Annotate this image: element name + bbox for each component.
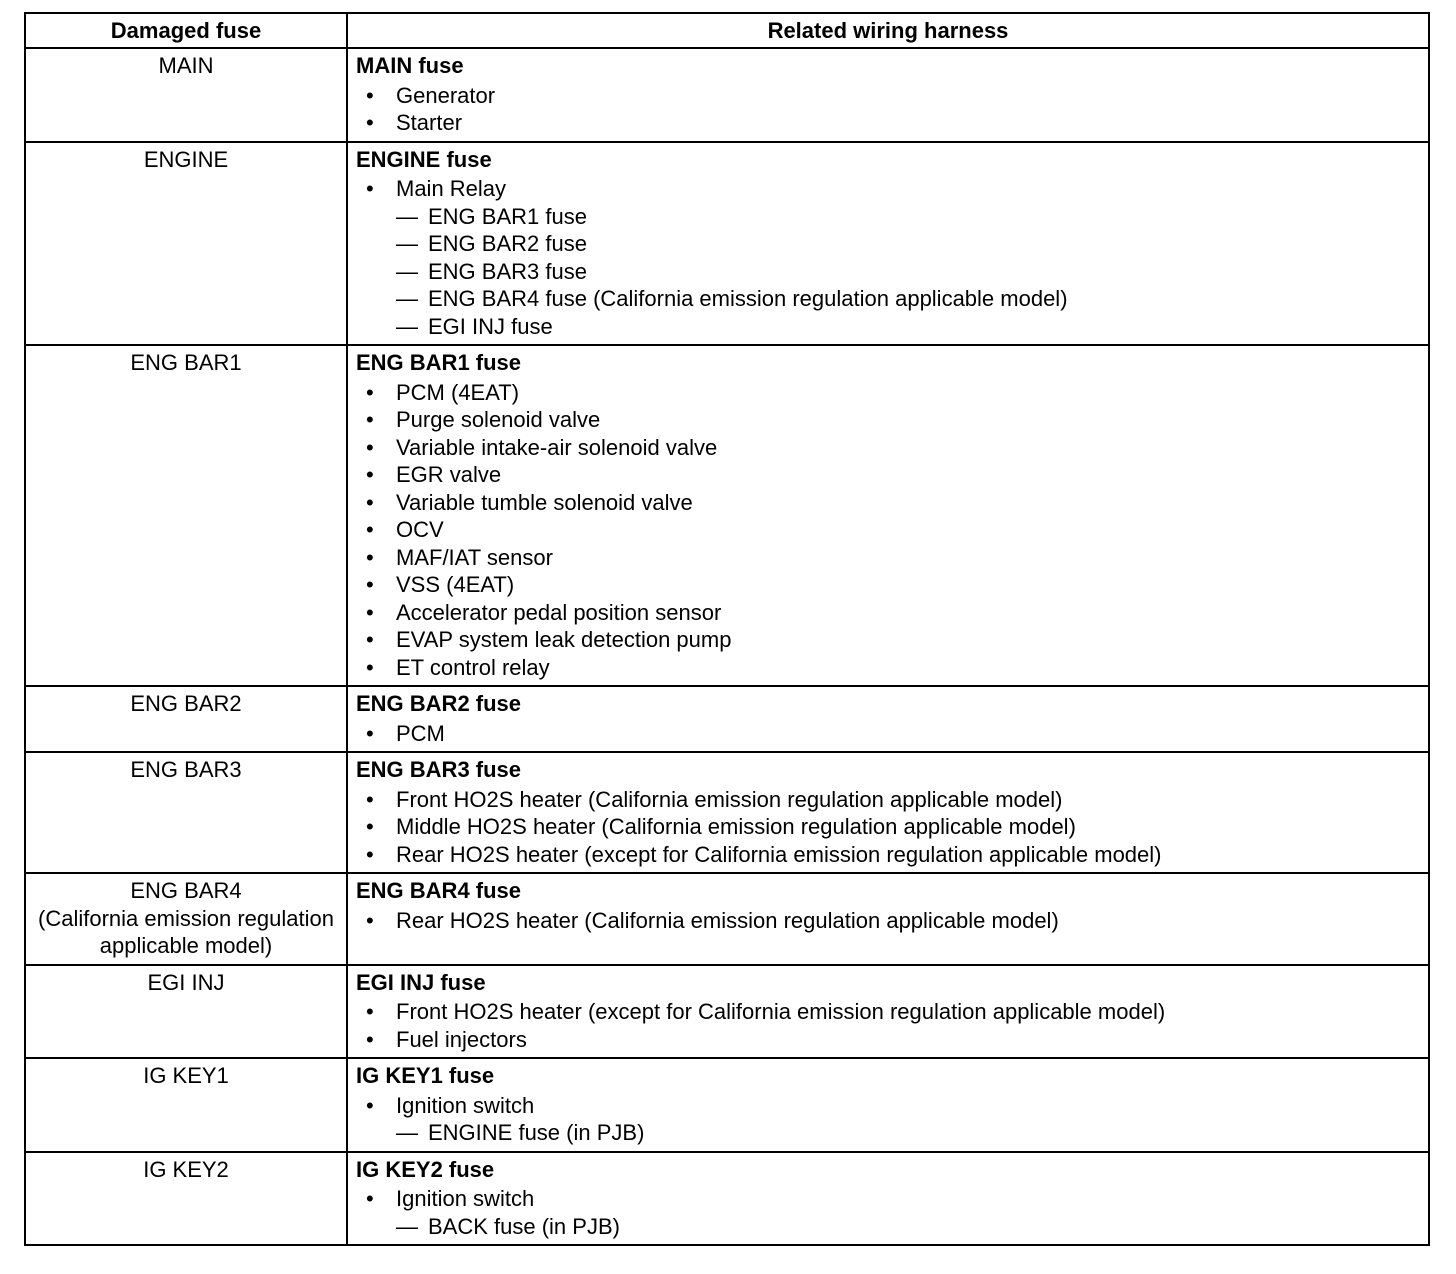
list-item [356,654,1420,682]
related-harness-cell [347,1152,1429,1246]
related-harness-cell [347,142,1429,346]
list-item-text: Ignition switch [396,1186,535,1211]
dash-icon: — [396,286,418,311]
harness-list [356,998,1420,1053]
harness-fuse-title: MAIN fuse [356,53,464,78]
harness-fuse-title: ENGINE fuse [356,146,492,172]
list-item-text: EGR valve [396,462,502,487]
dash-icon: — [396,1213,418,1239]
harness-list [356,82,1420,137]
bullet-icon: • [366,999,374,1024]
damaged-fuse-cell [25,1058,347,1152]
list-item [356,626,1420,654]
related-harness-cell [347,965,1429,1059]
sub-list-item-text: ENGINE fuse (in PJB) [428,1120,645,1145]
sub-list-item-text: ENG BAR2 fuse [428,231,587,256]
bullet-icon: • [366,407,374,432]
bullet-icon: • [366,489,374,515]
sub-list-item-text: BACK fuse (in PJB) [428,1213,620,1239]
table-body [25,48,1429,1245]
list-item-text: OCV [396,517,444,542]
list-item [356,82,1420,110]
table-row [25,48,1429,142]
list-item-text: PCM (4EAT) [396,379,520,405]
list-item-text: MAF/IAT sensor [396,544,553,570]
list-item [356,1026,1420,1054]
related-harness-cell [347,873,1429,965]
list-item-text: Main Relay [396,176,507,201]
list-item [356,461,1420,489]
list-item [356,720,1420,748]
header-damaged-fuse: Damaged fuse [25,13,347,48]
list-item [356,841,1420,869]
damaged-fuse-name: ENG BAR1 [130,350,242,375]
fuse-harness-table [24,12,1430,1246]
bullet-icon: • [366,462,374,487]
harness-list [356,907,1420,935]
list-item [356,571,1420,599]
harness-fuse-title: ENG BAR4 fuse [356,878,522,903]
related-harness-cell [347,686,1429,752]
bullet-icon: • [366,82,374,108]
list-item [356,599,1420,627]
damaged-fuse-name: EGI INJ [147,969,225,995]
list-item [356,544,1420,572]
list-item-text: Fuel injectors [396,1026,527,1052]
list-item [356,907,1420,935]
list-item [356,434,1420,462]
header-row [25,13,1429,48]
header-related-wiring-harness: Related wiring harness [347,13,1429,48]
damaged-fuse-name: IG KEY2 [143,1156,229,1182]
damaged-fuse-cell [25,1152,347,1246]
sub-list-item [396,285,1420,313]
sub-list-item-text: ENG BAR3 fuse [428,258,587,284]
dash-icon: — [396,231,418,256]
harness-list [356,379,1420,682]
bullet-icon: • [366,1026,374,1052]
dash-icon: — [396,258,418,284]
dash-icon: — [396,203,418,229]
sub-list [396,1213,1420,1241]
harness-fuse-title: ENG BAR1 fuse [356,350,522,375]
list-item-text: Rear HO2S heater (California emission regulation applicable model) [396,907,1059,933]
damaged-fuse-name: MAIN [158,53,214,78]
bullet-icon: • [366,176,374,201]
sub-list-item [396,258,1420,286]
related-harness-cell [347,1058,1429,1152]
list-item-text: Rear HO2S heater (except for California emission regulation applicable model) [396,841,1162,867]
damaged-fuse-cell [25,48,347,142]
list-item [356,813,1420,841]
table-row [25,1058,1429,1152]
harness-list [356,720,1420,748]
harness-list [356,1185,1420,1240]
harness-list [356,1092,1420,1147]
sub-list-item-text: ENG BAR4 fuse (California emission regulation applicable model) [428,286,1068,311]
list-item-text: Generator [396,82,496,108]
damaged-fuse-cell [25,345,347,686]
harness-list [356,786,1420,869]
list-item-text: Purge solenoid valve [396,407,601,432]
list-item-text: Front HO2S heater (California emission regulation applicable model) [396,786,1063,812]
list-item-text: PCM [396,720,445,746]
related-harness-cell [347,752,1429,873]
harness-fuse-title: EGI INJ fuse [356,969,486,995]
list-item [356,998,1420,1026]
table-row [25,1152,1429,1246]
table-row [25,142,1429,346]
bullet-icon: • [366,1186,374,1211]
bullet-icon: • [366,841,374,867]
bullet-icon: • [366,907,374,933]
list-item [356,406,1420,434]
list-item-text: EVAP system leak detection pump [396,627,732,652]
list-item-text: VSS (4EAT) [396,572,515,597]
bullet-icon: • [366,572,374,597]
list-item [356,379,1420,407]
dash-icon: — [396,1120,418,1145]
bullet-icon: • [366,814,374,839]
harness-fuse-title: IG KEY2 fuse [356,1156,495,1182]
sub-list-item-text: ENG BAR1 fuse [428,203,587,229]
damaged-fuse-name: ENGINE [143,146,229,172]
damaged-fuse-cell [25,873,347,965]
bullet-icon: • [366,786,374,812]
list-item [356,516,1420,544]
table-row [25,965,1429,1059]
bullet-icon: • [366,379,374,405]
list-item-text: Accelerator pedal position sensor [396,599,722,625]
damaged-fuse-name: ENG BAR2 [130,691,242,716]
bullet-icon: • [366,654,374,680]
table-row [25,686,1429,752]
bullet-icon: • [366,627,374,652]
sub-list [396,203,1420,341]
list-item-text: Starter [396,110,463,135]
list-item [356,109,1420,137]
damaged-fuse-name: ENG BAR4 (California emission regulation applicable model) [38,878,334,958]
bullet-icon: • [366,434,374,460]
damaged-fuse-name: ENG BAR3 [130,757,242,782]
damaged-fuse-cell [25,142,347,346]
damaged-fuse-cell [25,686,347,752]
list-item [356,175,1420,340]
harness-fuse-title: ENG BAR3 fuse [356,757,522,782]
list-item [356,1185,1420,1240]
list-item-text: Variable tumble solenoid valve [396,489,693,515]
damaged-fuse-cell [25,965,347,1059]
harness-fuse-title: IG KEY1 fuse [356,1063,495,1088]
list-item [356,1092,1420,1147]
sub-list-item [396,313,1420,341]
table-row [25,873,1429,965]
bullet-icon: • [366,517,374,542]
sub-list-item [396,1213,1420,1241]
list-item-text: ET control relay [396,654,550,680]
sub-list [396,1119,1420,1147]
list-item-text: Variable intake-air solenoid valve [396,434,718,460]
harness-list [356,175,1420,340]
dash-icon: — [396,313,418,339]
list-item-text: Ignition switch [396,1092,535,1118]
list-item [356,786,1420,814]
bullet-icon: • [366,1092,374,1118]
table-row [25,345,1429,686]
related-harness-cell [347,48,1429,142]
list-item-text: Middle HO2S heater (California emission regulation applicable model) [396,814,1076,839]
sub-list-item [396,1119,1420,1147]
bullet-icon: • [366,544,374,570]
harness-fuse-title: ENG BAR2 fuse [356,691,522,716]
damaged-fuse-cell [25,752,347,873]
damaged-fuse-name: IG KEY1 [143,1063,229,1088]
related-harness-cell [347,345,1429,686]
bullet-icon: • [366,110,374,135]
sub-list-item [396,203,1420,231]
bullet-icon: • [366,599,374,625]
sub-list-item-text: EGI INJ fuse [428,313,553,339]
table-row [25,752,1429,873]
bullet-icon: • [366,720,374,746]
sub-list-item [396,230,1420,258]
list-item-text: Front HO2S heater (except for California emission regulation applicable model) [396,999,1166,1024]
list-item [356,489,1420,517]
